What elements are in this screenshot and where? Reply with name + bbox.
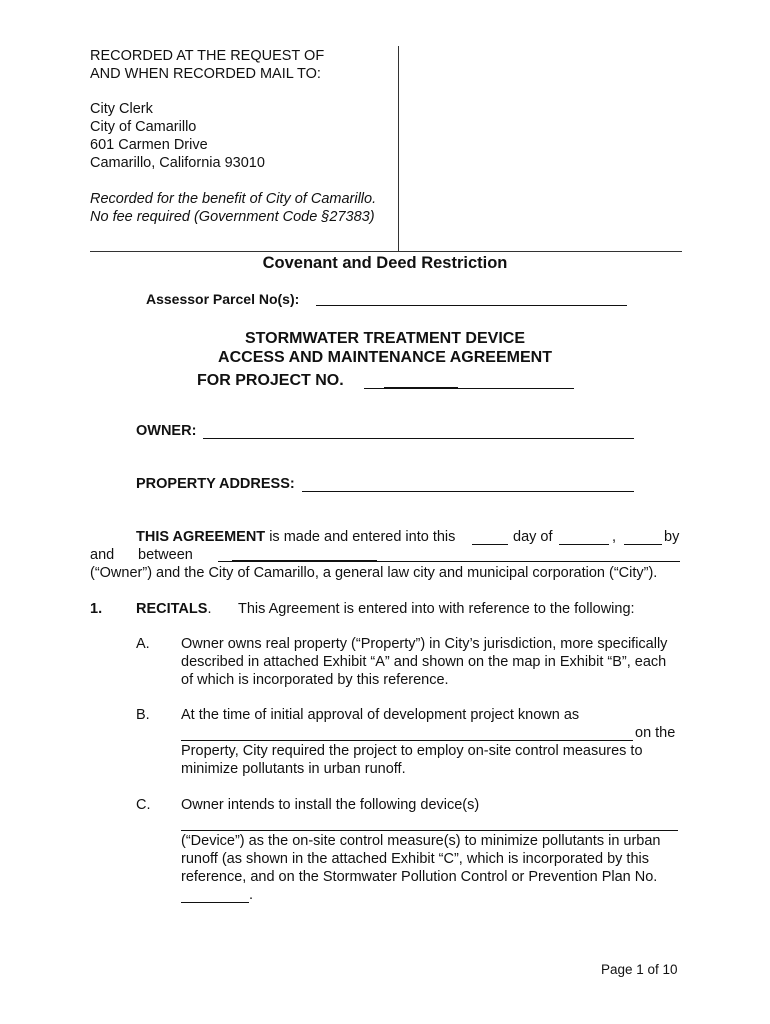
recital-c-line: (“Device”) as the on-site control measure(s) to minimize pollutants in urban [181,833,661,849]
addressee-line: City Clerk [90,101,153,117]
recital-a-label: A. [136,636,150,652]
page-number: Page 1 of 10 [601,962,678,977]
day-of-label: day of [513,529,553,545]
fee-note: No fee required (Government Code §27383) [90,209,375,225]
owner-label: OWNER: [136,423,197,439]
agreement-title-line-3: FOR PROJECT NO. [197,372,344,389]
recorded-request-line-1: RECORDED AT THE REQUEST OF [90,48,325,64]
month-blank[interactable] [559,544,609,545]
section-heading-text: RECITALS [136,601,208,617]
agreement-title-line-1: STORMWATER TREATMENT DEVICE [245,330,525,347]
intro-line-3: (“Owner”) and the City of Camarillo, a general law city and municipal corporation (“City”). [90,565,658,581]
device-blank[interactable] [181,830,678,831]
recital-b-label: B. [136,707,150,723]
project-number-blank-emphasis [384,387,458,389]
agreement-title-line-2: ACCESS AND MAINTENANCE AGREEMENT [218,349,552,366]
recorded-request-line-2: AND WHEN RECORDED MAIL TO: [90,66,321,82]
recital-c-end: . [249,887,254,903]
year-blank[interactable] [624,544,662,545]
intro-lead: THIS AGREEMENT [136,529,266,545]
owner-name-blank-emphasis [232,560,377,562]
recital-c-label: C. [136,797,151,813]
recital-a-line: Owner owns real property (“Property”) in City’s jurisdiction, more specifically [181,636,668,652]
intro-line-1 [136,529,455,545]
addressee-line: 601 Carmen Drive [90,137,208,153]
addressee-line: City of Camarillo [90,119,197,135]
between-label: between [138,547,193,563]
recital-a-line: of which is incorporated by this reference. [181,672,449,688]
section-number: 1. [90,601,103,617]
and-label: and [90,547,115,563]
header-divider-horizontal [90,251,682,252]
recital-c-line-1: Owner intends to install the following device(s) [181,797,480,813]
by-label: by [664,529,680,545]
benefit-note: Recorded for the benefit of City of Camarillo. [90,191,377,207]
project-name-blank[interactable] [181,740,633,741]
recital-b-line-1: At the time of initial approval of development project known as [181,707,580,723]
recital-b-on-the: on the [635,725,676,741]
property-address-label: PROPERTY ADDRESS: [136,476,295,492]
day-blank[interactable] [472,544,508,545]
apn-blank[interactable] [316,305,627,306]
property-address-blank[interactable] [302,491,634,492]
recital-a-line: described in attached Exhibit “A” and shown on the map in Exhibit “B”, each [181,654,667,670]
header-divider-vertical [398,46,399,252]
section-intro-text: This Agreement is entered into with reference to the following: [238,601,635,617]
recital-b-line: minimize pollutants in urban runoff. [181,761,406,777]
section-heading [136,601,211,617]
document-title: Covenant and Deed Restriction [262,254,508,272]
plan-number-blank[interactable] [181,902,249,903]
recital-c-line: runoff (as shown in the attached Exhibit “C”, which is incorporated by this [181,851,649,867]
addressee-line: Camarillo, California 93010 [90,155,265,171]
intro-lead-rest: is made and entered into this [265,529,456,545]
section-heading-period: . [207,601,212,617]
owner-blank[interactable] [203,438,634,439]
recital-b-line: Property, City required the project to employ on-site control measures to [181,743,643,759]
recital-c-line: reference, and on the Stormwater Pollution Control or Prevention Plan No. [181,869,658,885]
apn-label: Assessor Parcel No(s): [146,291,300,307]
date-comma: , [612,529,617,545]
